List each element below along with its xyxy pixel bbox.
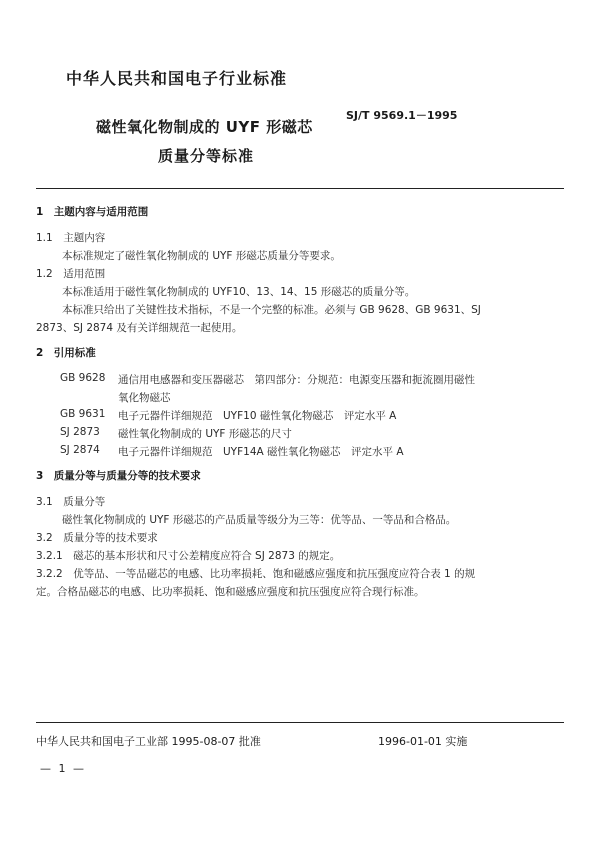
ref-desc: 电子元器件详细规范 UYF10 磁性氧化物磁芯 评定水平 A	[118, 410, 397, 422]
section-2-heading: 2 引用标准	[36, 347, 96, 359]
ref-desc: 电子元器件详细规范 UYF14A 磁性氧化物磁芯 评定水平 A	[118, 446, 404, 458]
section-1-2-text-3: 2873、SJ 2874 及有关详细规范一起使用。	[36, 322, 243, 334]
section-1-1-text: 本标准规定了磁性氧化物制成的 UYF 形磁芯质量分等要求。	[62, 250, 341, 262]
section-1-2-text-2: 本标准只给出了关键性技术指标，不是一个完整的标准。必须与 GB 9628、GB 9631、SJ	[62, 304, 481, 316]
standard-number: SJ/T 9569.1－1995	[346, 109, 458, 122]
section-3-2-heading: 3.2 质量分等的技术要求	[36, 532, 158, 544]
bottom-divider	[36, 722, 564, 723]
ref-code: GB 9631	[60, 408, 106, 420]
document-title-line1: 磁性氧化物制成的 UYF 形磁芯	[96, 118, 313, 136]
ref-code: SJ 2873	[60, 426, 100, 438]
ref-code: GB 9628	[60, 372, 106, 384]
ref-desc: 磁性氧化物制成的 UYF 形磁芯的尺寸	[118, 428, 292, 440]
ref-desc-cont: 氧化物磁芯	[118, 392, 171, 404]
approval-line: 中华人民共和国电子工业部 1995-08-07 批准	[36, 735, 261, 748]
issuing-org-header: 中华人民共和国电子行业标准	[66, 69, 288, 88]
section-1-2-text-1: 本标准适用于磁性氧化物制成的 UYF10、13、14、15 形磁芯的质量分等。	[62, 286, 416, 298]
section-3-2-2-text-2: 定。合格品磁芯的电感、比功率损耗、饱和磁感应强度和抗压强度应符合现行标准。	[36, 586, 425, 598]
section-3-1-heading: 3.1 质量分等	[36, 496, 106, 508]
implementation-date: 1996-01-01 实施	[378, 735, 468, 748]
section-1-heading: 1 主题内容与适用范围	[36, 206, 149, 218]
section-3-1-text: 磁性氧化物制成的 UYF 形磁芯的产品质量等级分为三等：优等品、一等品和合格品。	[62, 514, 457, 526]
ref-code: SJ 2874	[60, 444, 100, 456]
document-title-line2: 质量分等标准	[158, 147, 255, 165]
section-3-2-1-text: 3.2.1 磁芯的基本形状和尺寸公差精度应符合 SJ 2873 的规定。	[36, 550, 341, 562]
section-3-2-2-text-1: 3.2.2 优等品、一等品磁芯的电感、比功率损耗、饱和磁感应强度和抗压强度应符合表 1 的规	[36, 568, 476, 580]
section-3-heading: 3 质量分等与质量分等的技术要求	[36, 470, 201, 482]
page-number: — 1 —	[40, 762, 86, 775]
section-1-1-heading: 1.1 主题内容	[36, 232, 106, 244]
ref-desc: 通信用电感器和变压器磁芯 第四部分：分规范：电源变压器和扼流圈用磁性	[118, 374, 475, 386]
top-divider	[36, 188, 564, 189]
section-1-2-heading: 1.2 适用范围	[36, 268, 106, 280]
